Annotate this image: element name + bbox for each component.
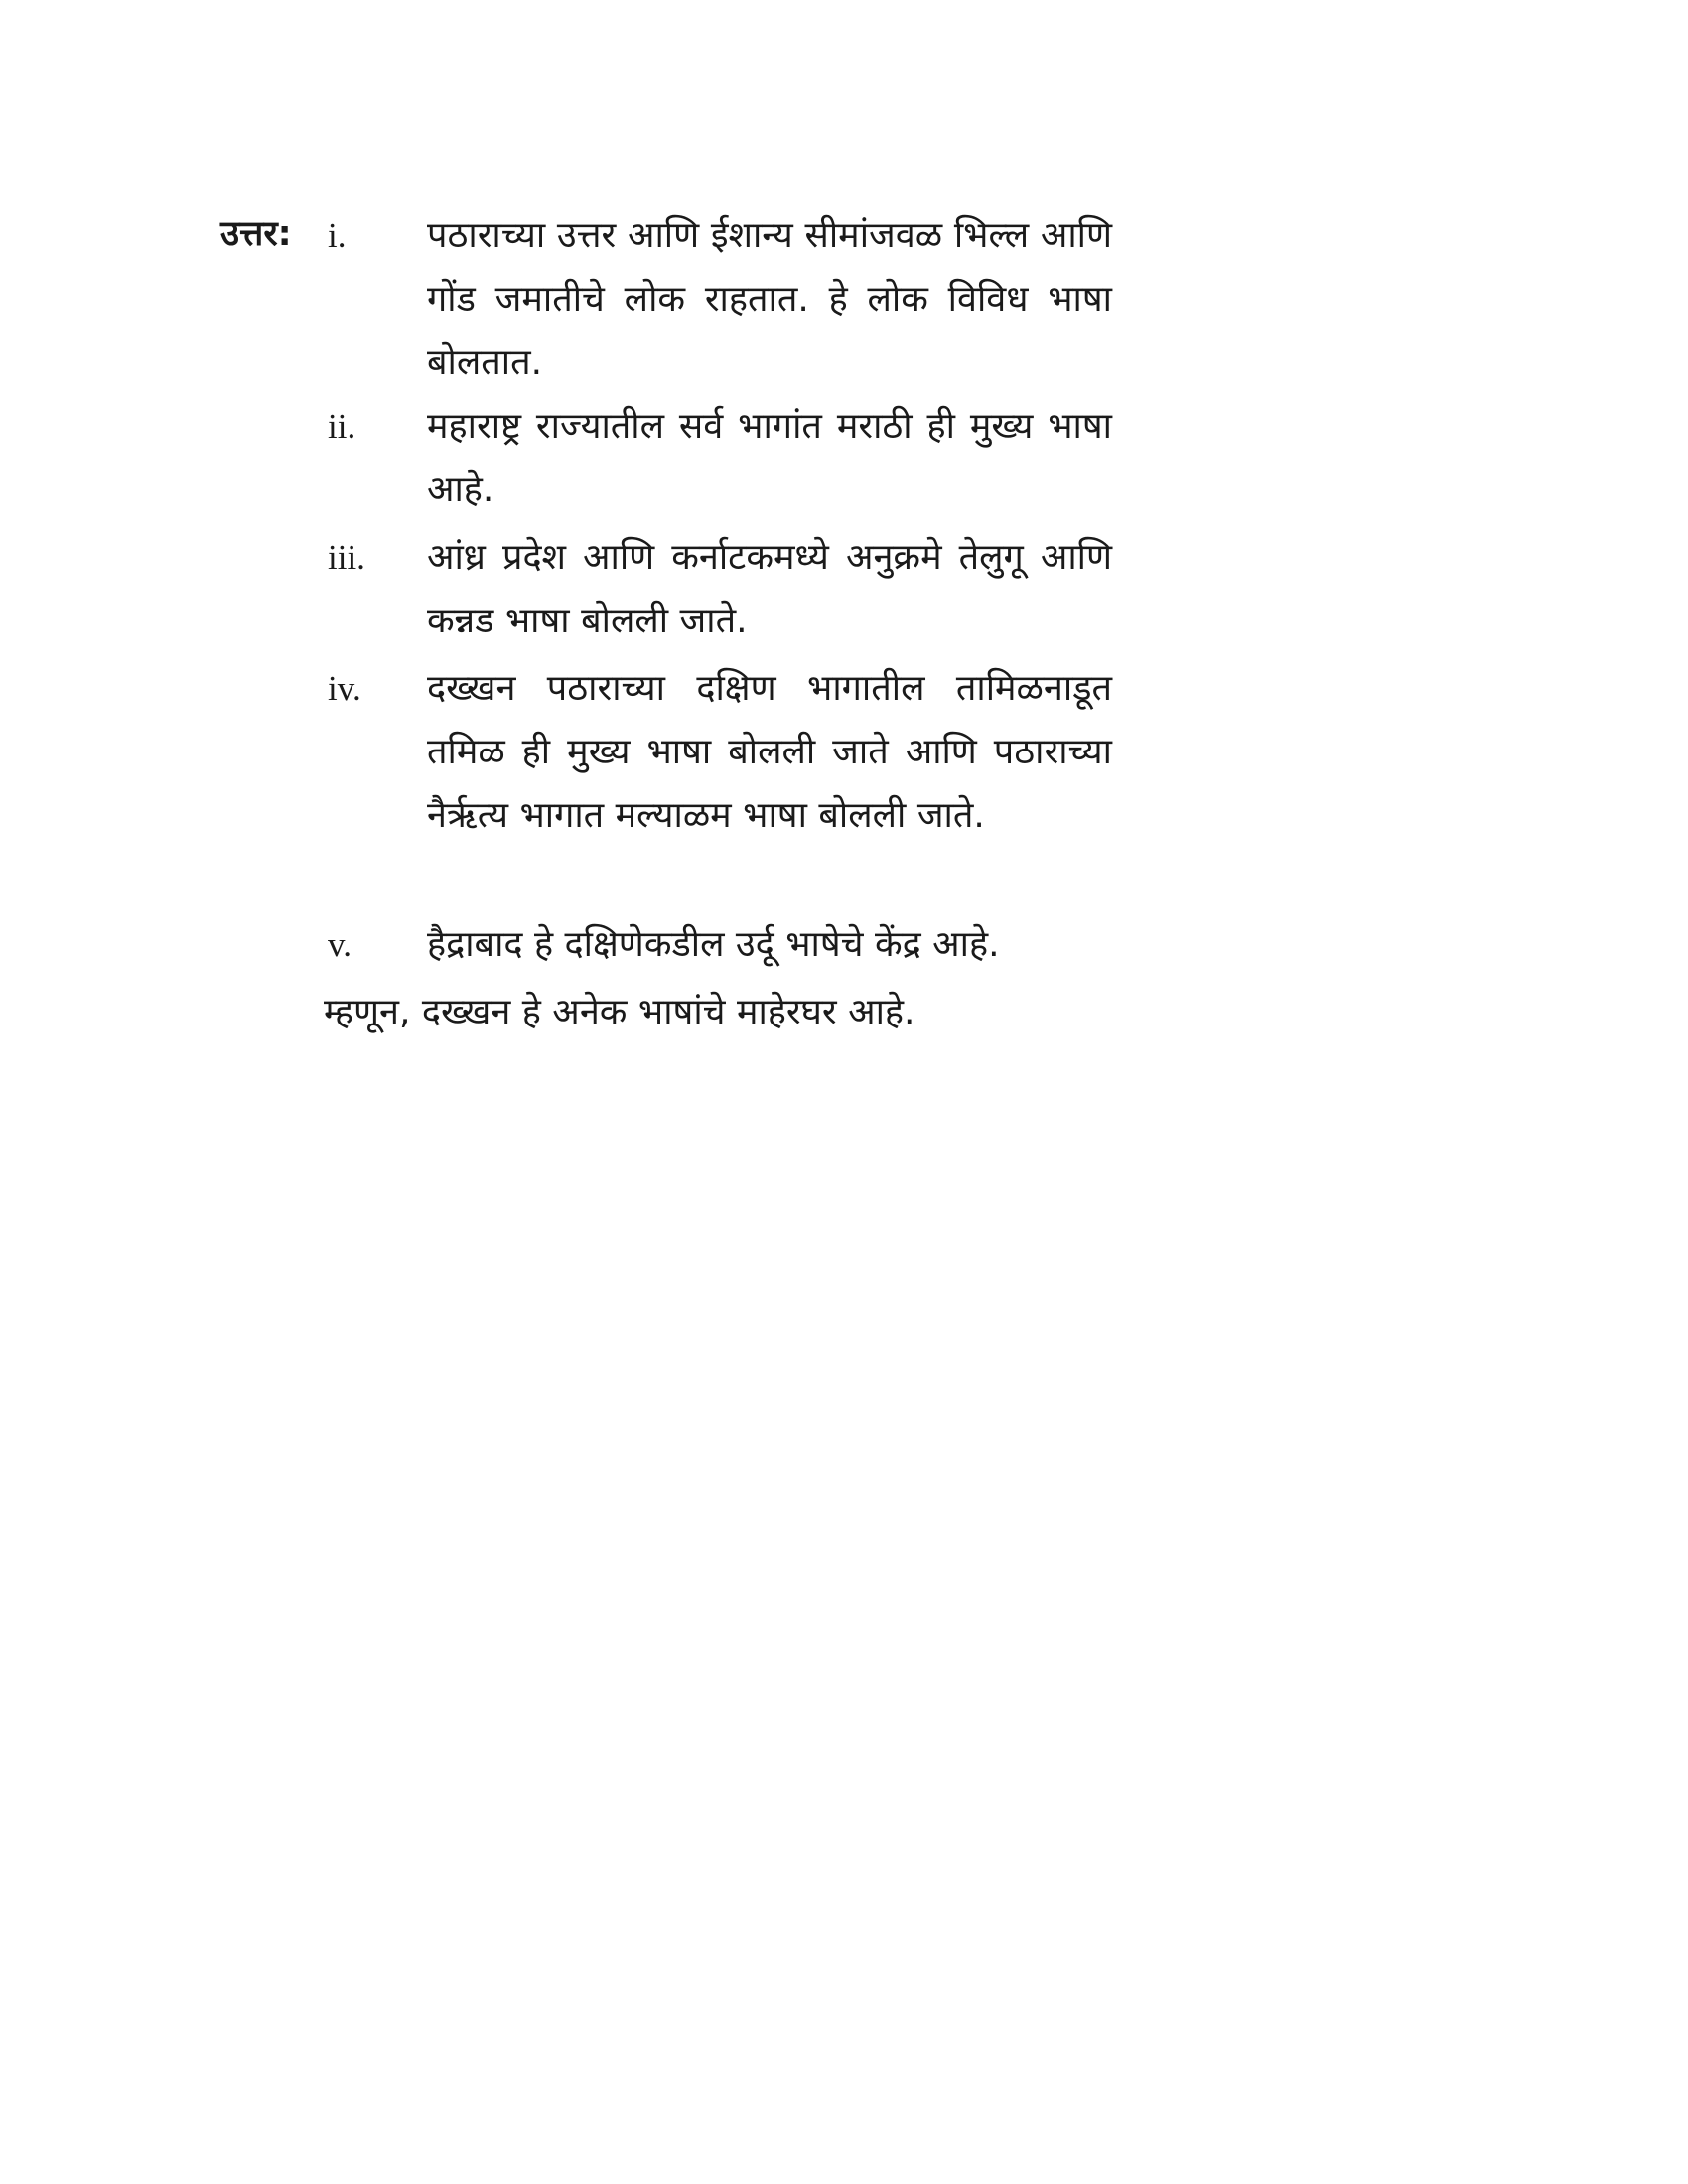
item-text: आंध्र प्रदेश आणि कर्नाटकमध्ये अनुक्रमे तेलुगू आणि कन्नड भाषा बोलली जाते. [427, 537, 1112, 641]
item-numeral: i. [328, 216, 347, 255]
item-text: दख्खन पठाराच्या दक्षिण भागातील तामिळनाडूत तमिळ ही मुख्य भाषा बोलली जाते आणि पठाराच्या नैर्ऋत्य भागात मल्याळम भाषा बोलली जाते. [427, 668, 1112, 836]
item-text: महाराष्ट्र राज्यातील सर्व भागांत मराठी ही मुख्य भाषा आहे. [427, 406, 1112, 510]
item-numeral: iii. [328, 538, 365, 577]
item-text: हैद्राबाद हे दक्षिणेकडील उर्दू भाषेचे केंद्र आहे. [427, 924, 1000, 965]
item-numeral: ii. [328, 407, 356, 446]
conclusion-text: म्हणून, दख्खन हे अनेक भाषांचे माहेरघर आहे. [324, 992, 915, 1032]
answer-label: उत्तर: [220, 214, 292, 254]
item-numeral: iv. [328, 669, 361, 708]
item-numeral: v. [328, 925, 352, 964]
item-text: पठाराच्या उत्तर आणि ईशान्य सीमांजवळ भिल्ल आणि गोंड जमातीचे लोक राहतात. हे लोक विविध भाषा बोलतात. [427, 215, 1112, 383]
